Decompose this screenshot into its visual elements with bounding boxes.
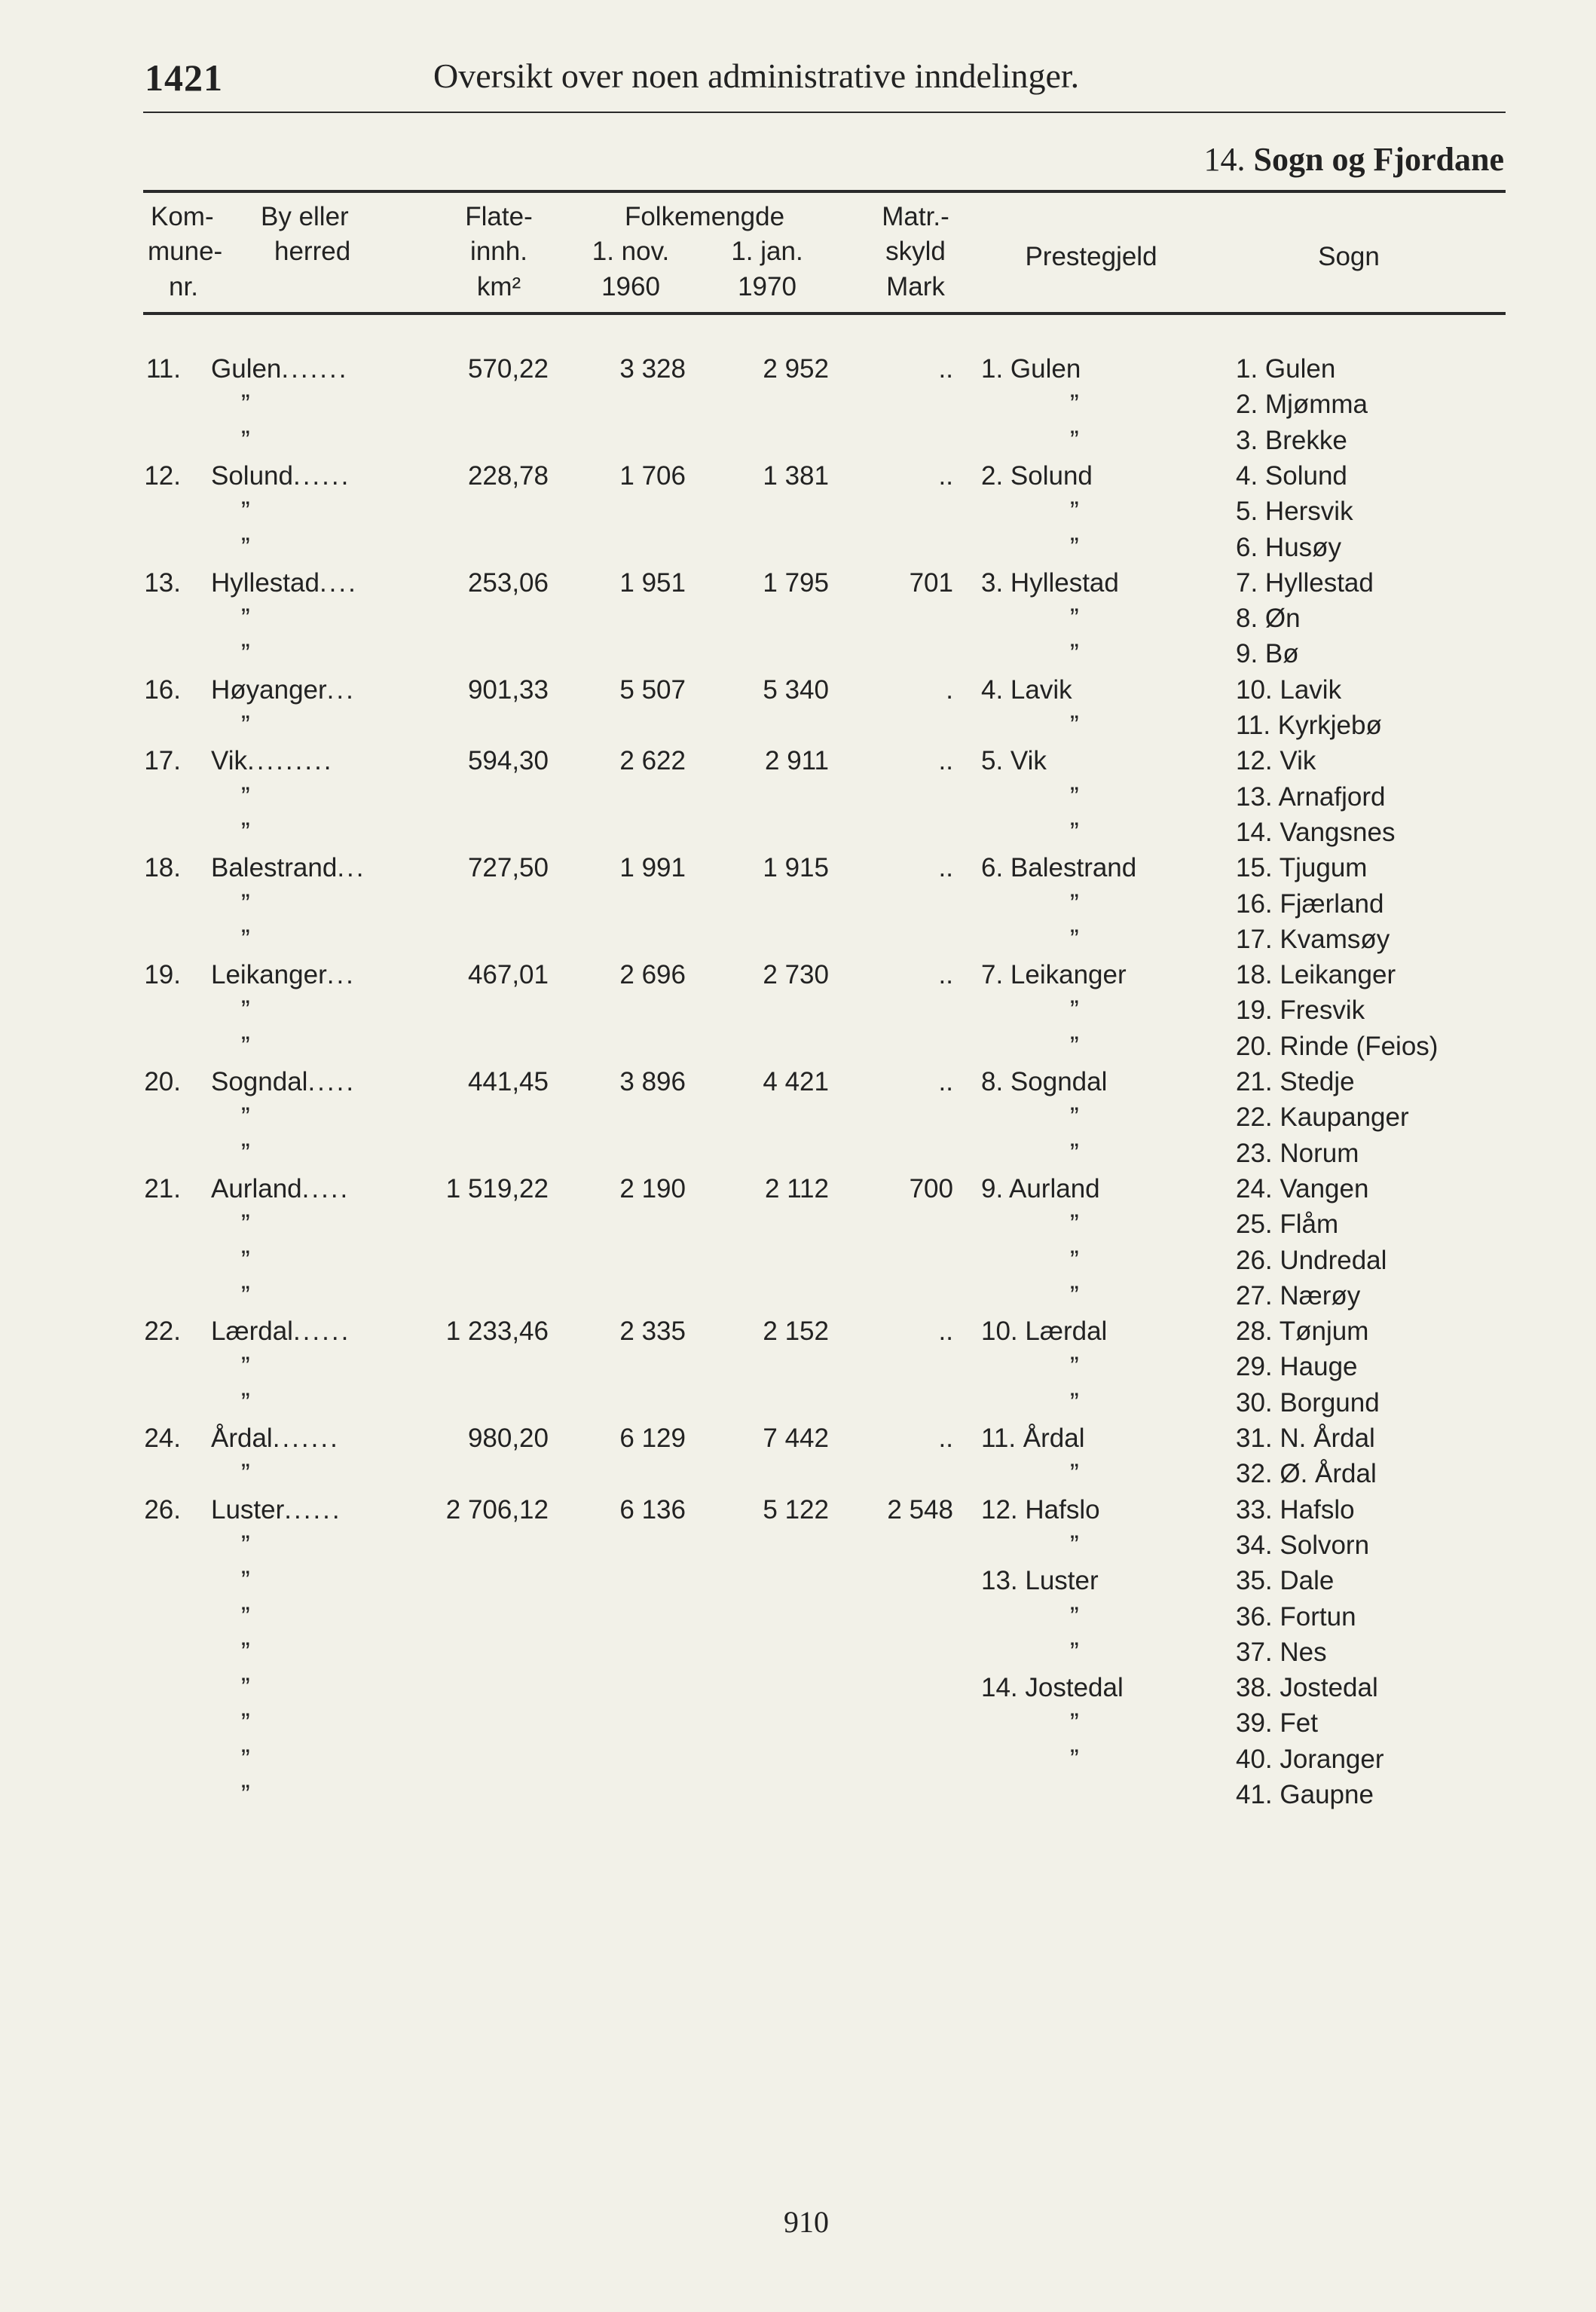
herred-name-cell [211, 850, 366, 885]
col-header-flate-2: innh. [470, 237, 527, 266]
herred-name-cell [241, 1456, 250, 1491]
herred-name-text: Hyllestad [211, 567, 320, 598]
prestegjeld-cell: ” [1070, 1245, 1079, 1275]
leader-dots: ... [326, 960, 356, 990]
herred-name-cell [241, 1278, 250, 1313]
herred-name-cell [211, 1064, 356, 1099]
folkemengde-1970-cell: 2 152 [763, 1317, 829, 1347]
sogn-cell: 23. Norum [1236, 1138, 1359, 1168]
herred-name-cell [241, 1742, 250, 1777]
col-header-kom-3: nr. [169, 272, 198, 301]
herred-name-text: ” [241, 924, 250, 954]
herred-name-cell [241, 1099, 250, 1135]
prestegjeld-cell: ” [1070, 425, 1079, 455]
matrikkelskyld-cell: .. [938, 1317, 953, 1347]
prestegjeld-cell: 11. Årdal [981, 1424, 1085, 1453]
flate-innhold-cell: 1 519,22 [445, 1173, 549, 1203]
kommune-nr-cell: 18. [144, 853, 181, 883]
flate-innhold-cell: 980,20 [467, 1424, 549, 1453]
leader-dots: ....... [281, 354, 349, 384]
herred-name-text: ” [241, 1601, 250, 1632]
flate-innhold-cell: 1 233,46 [445, 1317, 549, 1347]
herred-name-text: ” [241, 781, 250, 812]
sogn-cell: 25. Flåm [1236, 1210, 1339, 1240]
herred-name-text: ” [241, 639, 250, 669]
sogn-cell: 26. Undredal [1236, 1245, 1387, 1275]
herred-name-text: ” [241, 1780, 250, 1809]
matrikkelskyld-cell: .. [938, 960, 953, 990]
leader-dots: ...... [284, 1494, 342, 1525]
herred-name-text: ” [241, 1566, 250, 1596]
leader-dots: ..... [307, 1067, 356, 1096]
sogn-cell: 39. Fet [1236, 1708, 1318, 1739]
sogn-cell: 32. Ø. Årdal [1236, 1459, 1377, 1489]
col-header-by-2: herred [274, 237, 351, 266]
herred-name-cell [241, 1385, 250, 1421]
herred-name-text: ” [241, 1673, 250, 1703]
col-header-sogn: Sogn [1318, 242, 1380, 271]
herred-name-cell [211, 565, 358, 601]
herred-name-text: ” [241, 1352, 250, 1382]
herred-name-cell [241, 1349, 250, 1384]
herred-name-cell [241, 601, 250, 636]
matrikkelskyld-cell: .. [938, 460, 953, 491]
kommune-nr-cell: 22. [144, 1317, 181, 1347]
sogn-cell: 9. Bø [1236, 639, 1299, 669]
sogn-cell: 28. Tønjum [1236, 1317, 1369, 1347]
sogn-cell: 27. Nærøy [1236, 1280, 1361, 1310]
sogn-cell: 33. Hafslo [1236, 1494, 1355, 1525]
herred-name-text: ” [241, 604, 250, 634]
sogn-cell: 36. Fortun [1236, 1601, 1356, 1632]
herred-name-cell [211, 672, 356, 708]
folkemengde-1960-cell: 6 136 [619, 1494, 686, 1525]
kommune-nr-cell: 20. [144, 1067, 181, 1096]
herred-name-cell [241, 779, 250, 815]
flate-innhold-cell: 594,30 [467, 746, 549, 776]
prestegjeld-cell: ” [1070, 1744, 1079, 1774]
col-header-nov-2: 1960 [601, 272, 660, 301]
sogn-cell: 6. Husøy [1236, 532, 1342, 562]
folkemengde-1960-cell: 1 706 [619, 460, 686, 491]
table-top-rule [143, 190, 1506, 193]
herred-name-text: Solund [211, 460, 293, 491]
col-header-kom-2: mune- [148, 237, 223, 266]
herred-name-cell [241, 530, 250, 565]
prestegjeld-cell: ” [1070, 1530, 1079, 1560]
folkemengde-1960-cell: 5 507 [619, 674, 686, 705]
prestegjeld-cell: 10. Lærdal [981, 1317, 1108, 1347]
prestegjeld-cell: ” [1070, 924, 1079, 954]
prestegjeld-cell: ” [1070, 888, 1079, 919]
prestegjeld-cell: 4. Lavik [981, 674, 1072, 705]
prestegjeld-cell: ” [1070, 1210, 1079, 1240]
prestegjeld-cell: ” [1070, 1280, 1079, 1310]
herred-name-cell [241, 387, 250, 422]
sogn-cell: 16. Fjærland [1236, 888, 1384, 919]
herred-name-cell [211, 458, 350, 494]
sogn-cell: 13. Arnafjord [1236, 781, 1386, 812]
flate-innhold-cell: 467,01 [467, 960, 549, 990]
prestegjeld-cell: ” [1070, 1102, 1079, 1133]
herred-name-text: Gulen [211, 354, 282, 384]
herred-name-cell [241, 1670, 250, 1705]
herred-name-text: ” [241, 1280, 250, 1310]
matrikkelskyld-cell: . [946, 674, 953, 705]
matrikkelskyld-cell: .. [938, 1424, 953, 1453]
folkemengde-1970-cell: 5 122 [763, 1494, 829, 1525]
herred-name-cell [211, 351, 348, 387]
header-rule [143, 112, 1506, 113]
flate-innhold-cell: 727,50 [467, 853, 549, 883]
prestegjeld-cell: 13. Luster [981, 1566, 1099, 1596]
herred-name-text: Vik [211, 746, 247, 776]
col-header-by-1: By eller [261, 202, 349, 231]
col-header-prestegjeld: Prestegjeld [1025, 242, 1157, 271]
col-header-flate-3: km² [476, 272, 521, 301]
table-header-rule [143, 312, 1506, 315]
prestegjeld-cell: 8. Sogndal [981, 1067, 1108, 1096]
sogn-cell: 40. Joranger [1236, 1744, 1384, 1774]
herred-name-cell [241, 1206, 250, 1242]
sogn-cell: 11. Kyrkjebø [1236, 711, 1382, 740]
herred-name-cell [241, 992, 250, 1028]
leader-dots: ..... [301, 1173, 350, 1203]
region-number: 14. [1203, 141, 1246, 178]
kommune-nr-cell: 24. [144, 1424, 181, 1453]
folkemengde-1960-cell: 2 335 [619, 1317, 686, 1347]
sogn-cell: 18. Leikanger [1236, 960, 1396, 990]
prestegjeld-cell: 2. Solund [981, 460, 1093, 491]
prestegjeld-cell: 7. Leikanger [981, 960, 1127, 990]
herred-name-cell [211, 1313, 350, 1349]
leader-dots: ... [337, 853, 366, 883]
matrikkelskyld-cell: 700 [909, 1173, 953, 1203]
col-header-jan-1: 1. jan. [731, 237, 803, 266]
folkemengde-1970-cell: 5 340 [763, 674, 829, 705]
flate-innhold-cell: 253,06 [467, 567, 549, 598]
sogn-cell: 21. Stedje [1236, 1067, 1355, 1096]
herred-name-cell [241, 1635, 250, 1670]
herred-name-text: ” [241, 1387, 250, 1417]
herred-name-cell [241, 1029, 250, 1064]
herred-name-cell [241, 1563, 250, 1598]
kommune-nr-cell: 16. [144, 674, 181, 705]
folkemengde-1970-cell: 7 442 [763, 1424, 829, 1453]
prestegjeld-cell: ” [1070, 781, 1079, 812]
kommune-nr-cell: 11. [145, 354, 181, 384]
sogn-cell: 3. Brekke [1236, 425, 1347, 455]
prestegjeld-cell: 1. Gulen [981, 354, 1081, 384]
flate-innhold-cell: 570,22 [467, 354, 549, 384]
page-title: Oversikt over noen administrative inndelinger. [433, 57, 1080, 95]
herred-name-text: Høyanger [211, 674, 327, 705]
sogn-cell: 17. Kvamsøy [1236, 924, 1390, 954]
kommune-nr-cell: 21. [144, 1173, 181, 1203]
footer-page-number: 910 [784, 2205, 829, 2239]
prestegjeld-cell: 14. Jostedal [981, 1673, 1124, 1703]
herred-name-cell [211, 1421, 340, 1456]
sogn-cell: 20. Rinde (Feios) [1236, 1031, 1439, 1061]
prestegjeld-cell: ” [1070, 532, 1079, 562]
prestegjeld-cell: ” [1070, 390, 1079, 420]
prestegjeld-cell: ” [1070, 639, 1079, 669]
sogn-cell: 14. Vangsnes [1236, 817, 1396, 847]
herred-name-cell [211, 957, 356, 992]
herred-name-text: Luster [211, 1494, 285, 1525]
herred-name-text: Leikanger [211, 960, 327, 990]
herred-name-text: ” [241, 711, 250, 740]
sogn-cell: 34. Solvorn [1236, 1530, 1370, 1560]
folkemengde-1960-cell: 6 129 [619, 1424, 686, 1453]
folkemengde-1970-cell: 1 795 [763, 567, 829, 598]
prestegjeld-cell: ” [1070, 995, 1079, 1026]
sogn-cell: 31. N. Årdal [1236, 1424, 1375, 1453]
herred-name-cell [241, 1528, 250, 1563]
flate-innhold-cell: 901,33 [467, 674, 549, 705]
herred-name-text: ” [241, 390, 250, 420]
kommune-nr-cell: 19. [144, 960, 181, 990]
sogn-cell: 15. Tjugum [1236, 853, 1368, 883]
herred-name-text: ” [241, 425, 250, 455]
herred-name-cell [241, 1705, 250, 1741]
prestegjeld-cell: ” [1070, 604, 1079, 634]
flate-innhold-cell: 441,45 [467, 1067, 549, 1096]
sogn-cell: 24. Vangen [1236, 1173, 1369, 1203]
sogn-cell: 8. Øn [1236, 604, 1301, 634]
sogn-cell: 30. Borgund [1236, 1387, 1380, 1417]
leader-dots: ...... [292, 460, 351, 491]
herred-name-text: Lærdal [211, 1317, 293, 1347]
prestegjeld-cell: ” [1070, 1387, 1079, 1417]
herred-name-text: ” [241, 497, 250, 527]
herred-name-text: Årdal [211, 1424, 273, 1453]
col-header-kom-1: Kom- [151, 202, 214, 231]
prestegjeld-cell: ” [1070, 817, 1079, 847]
col-header-matr-2: skyld [885, 237, 946, 266]
prestegjeld-cell: 6. Balestrand [981, 853, 1137, 883]
prestegjeld-cell: ” [1070, 1031, 1079, 1061]
sogn-cell: 38. Jostedal [1236, 1673, 1378, 1703]
sogn-cell: 22. Kaupanger [1236, 1102, 1409, 1133]
herred-name-cell [241, 1599, 250, 1635]
herred-name-text: Balestrand [211, 853, 338, 883]
herred-name-cell [241, 922, 250, 957]
prestegjeld-cell: ” [1070, 1459, 1079, 1489]
herred-name-text: ” [241, 1138, 250, 1168]
herred-name-cell [241, 494, 250, 529]
sogn-cell: 29. Hauge [1236, 1352, 1358, 1382]
leader-dots: ... [326, 674, 356, 705]
col-header-flate-1: Flate- [465, 202, 533, 231]
sogn-cell: 5. Hersvik [1236, 497, 1353, 527]
prestegjeld-cell: 3. Hyllestad [981, 567, 1119, 598]
herred-name-text: ” [241, 888, 250, 919]
herred-name-cell [241, 423, 250, 458]
region-heading [1204, 140, 1504, 179]
herred-name-cell [241, 1243, 250, 1278]
kommune-nr-cell: 17. [144, 746, 181, 776]
prestegjeld-cell: ” [1070, 1601, 1079, 1632]
folkemengde-1960-cell: 2 622 [619, 746, 686, 776]
prestegjeld-cell: ” [1070, 497, 1079, 527]
herred-name-cell [241, 1777, 250, 1812]
folkemengde-1970-cell: 2 952 [763, 354, 829, 384]
folkemengde-1960-cell: 3 896 [619, 1067, 686, 1096]
matrikkelskyld-cell: .. [938, 853, 953, 883]
col-header-matr-1: Matr.- [882, 202, 949, 231]
matrikkelskyld-cell: 2 548 [887, 1494, 953, 1525]
sogn-cell: 4. Solund [1236, 460, 1347, 491]
prestegjeld-cell: 5. Vik [981, 746, 1047, 776]
sogn-cell: 12. Vik [1236, 746, 1316, 776]
folkemengde-1970-cell: 2 112 [765, 1173, 829, 1203]
herred-name-text: ” [241, 995, 250, 1026]
herred-name-text: ” [241, 1708, 250, 1739]
herred-name-cell [241, 815, 250, 850]
leader-dots: ....... [272, 1424, 340, 1453]
prestegjeld-cell: 9. Aurland [981, 1173, 1100, 1203]
matrikkelskyld-cell: .. [938, 354, 953, 384]
col-header-nov-1: 1. nov. [592, 237, 670, 266]
flate-innhold-cell: 228,78 [467, 460, 549, 491]
col-header-folkemengde: Folkemengde [624, 202, 785, 231]
herred-name-cell [241, 886, 250, 922]
herred-name-text: ” [241, 1245, 250, 1275]
herred-name-text: Sogndal [211, 1067, 308, 1096]
prestegjeld-cell: ” [1070, 711, 1079, 740]
folkemengde-1960-cell: 2 696 [619, 960, 686, 990]
folkemengde-1970-cell: 1 915 [763, 853, 829, 883]
flate-innhold-cell: 2 706,12 [445, 1494, 549, 1525]
matrikkelskyld-cell: .. [938, 1067, 953, 1096]
herred-name-cell [211, 743, 334, 778]
folkemengde-1960-cell: 1 991 [619, 853, 686, 883]
col-header-matr-3: Mark [886, 272, 945, 301]
sogn-cell: 19. Fresvik [1236, 995, 1365, 1026]
folkemengde-1970-cell: 2 730 [763, 960, 829, 990]
sogn-cell: 37. Nes [1236, 1637, 1327, 1667]
page-number: 1421 [145, 57, 223, 99]
herred-name-text: ” [241, 532, 250, 562]
leader-dots: ......... [247, 746, 334, 776]
prestegjeld-cell: ” [1070, 1352, 1079, 1382]
sogn-cell: 41. Gaupne [1236, 1780, 1374, 1809]
prestegjeld-cell: ” [1070, 1637, 1079, 1667]
leader-dots: .... [319, 567, 358, 598]
folkemengde-1960-cell: 2 190 [619, 1173, 686, 1203]
herred-name-cell [241, 1136, 250, 1171]
sogn-cell: 7. Hyllestad [1236, 567, 1374, 598]
herred-name-cell [241, 708, 250, 743]
prestegjeld-cell: ” [1070, 1708, 1079, 1739]
herred-name-text: ” [241, 1744, 250, 1774]
prestegjeld-cell: ” [1070, 1138, 1079, 1168]
matrikkelskyld-cell: 701 [909, 567, 953, 598]
herred-name-cell [211, 1492, 342, 1528]
folkemengde-1970-cell: 2 911 [765, 746, 829, 776]
herred-name-text: ” [241, 817, 250, 847]
folkemengde-1970-cell: 4 421 [763, 1067, 829, 1096]
sogn-cell: 2. Mjømma [1236, 390, 1368, 420]
herred-name-cell [241, 636, 250, 671]
kommune-nr-cell: 12. [144, 460, 181, 491]
herred-name-text: ” [241, 1459, 250, 1489]
region-name: Sogn og Fjordane [1253, 141, 1504, 178]
folkemengde-1970-cell: 1 381 [763, 460, 829, 491]
kommune-nr-cell: 26. [144, 1494, 181, 1525]
kommune-nr-cell: 13. [144, 567, 181, 598]
sogn-cell: 35. Dale [1236, 1566, 1335, 1596]
herred-name-text: Aurland [211, 1173, 302, 1203]
sogn-cell: 10. Lavik [1236, 674, 1342, 705]
col-header-jan-2: 1970 [738, 272, 796, 301]
herred-name-text: ” [241, 1530, 250, 1560]
herred-name-text: ” [241, 1637, 250, 1667]
folkemengde-1960-cell: 3 328 [619, 354, 686, 384]
herred-name-text: ” [241, 1210, 250, 1240]
herred-name-cell [211, 1171, 350, 1206]
folkemengde-1960-cell: 1 951 [619, 567, 686, 598]
herred-name-text: ” [241, 1031, 250, 1061]
matrikkelskyld-cell: .. [938, 746, 953, 776]
prestegjeld-cell: 12. Hafslo [981, 1494, 1100, 1525]
sogn-cell: 1. Gulen [1236, 354, 1336, 384]
herred-name-text: ” [241, 1102, 250, 1133]
leader-dots: ...... [292, 1317, 351, 1347]
